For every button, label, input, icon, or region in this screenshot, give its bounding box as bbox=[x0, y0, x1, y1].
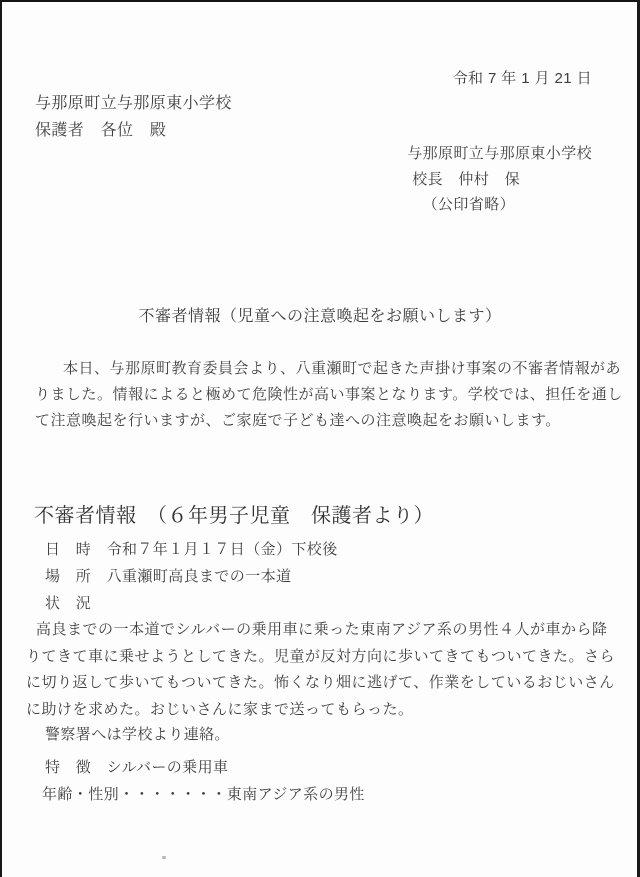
addressee-school: 与那原町立与那原東小学校 bbox=[35, 95, 232, 112]
scan-edge-left bbox=[0, 0, 2, 877]
situation-paragraph bbox=[26, 617, 616, 723]
incident-heading: 不審者情報 （６年男子児童 保護者より） bbox=[34, 505, 434, 527]
issue-date: 令和 7 年 1 月 21 日 bbox=[452, 70, 592, 87]
feature-line: 特 徴 シルバーの乗用車 bbox=[45, 759, 229, 776]
intro-line: 本日、与那原町教育委員会より、八重瀬町で起きた声掛け事案の不審者情報があ bbox=[63, 360, 622, 377]
notice-title: 不審者情報（児童への注意喚起をお願いします） bbox=[138, 308, 502, 325]
intro-line: りました。情報によると極めて危険性が高い事案となります。学校では、担任を通し bbox=[35, 386, 623, 403]
addressee-line: 保護者 各位 殿 bbox=[35, 122, 167, 139]
sender-principal: 校長 仲村 保 bbox=[412, 171, 520, 188]
police-report-line: 警察署へは学校より連絡。 bbox=[45, 726, 230, 743]
sender-school: 与那原町立与那原東小学校 bbox=[407, 145, 592, 162]
age-gender-line: 年齢・性別・・・・・・・東南アジア系の男性 bbox=[42, 786, 365, 803]
situation-line: に切り返して歩いてもついてきた。怖くなり畑に逃げて、作業をしているおじいさん bbox=[26, 674, 615, 691]
situation-label: 状 況 bbox=[45, 595, 92, 612]
scan-edge-top bbox=[0, 0, 640, 2]
incident-datetime: 日 時 令和７年１月１７日（金）下校後 bbox=[45, 541, 338, 558]
intro-paragraph bbox=[35, 356, 623, 434]
scan-speck bbox=[162, 856, 166, 859]
incident-place: 場 所 八重瀬町高良までの一本道 bbox=[45, 568, 292, 585]
seal-omitted-note: （公印省略） bbox=[422, 196, 515, 213]
situation-line: りてきて車に乗せようとしてきた。児童が反対方向に歩いてきてもついてきた。さら bbox=[26, 647, 616, 665]
situation-line: 高良までの一本道でシルバーの乗用車に乗った東南アジア系の男性４人が車から降 bbox=[36, 621, 608, 638]
intro-line: て注意喚起を行いますが、ご家庭で子ども達への注意喚起をお願いします。 bbox=[35, 412, 561, 429]
situation-line: に助けを求めた。おじいさんに家まで送ってもらった。 bbox=[26, 700, 414, 718]
